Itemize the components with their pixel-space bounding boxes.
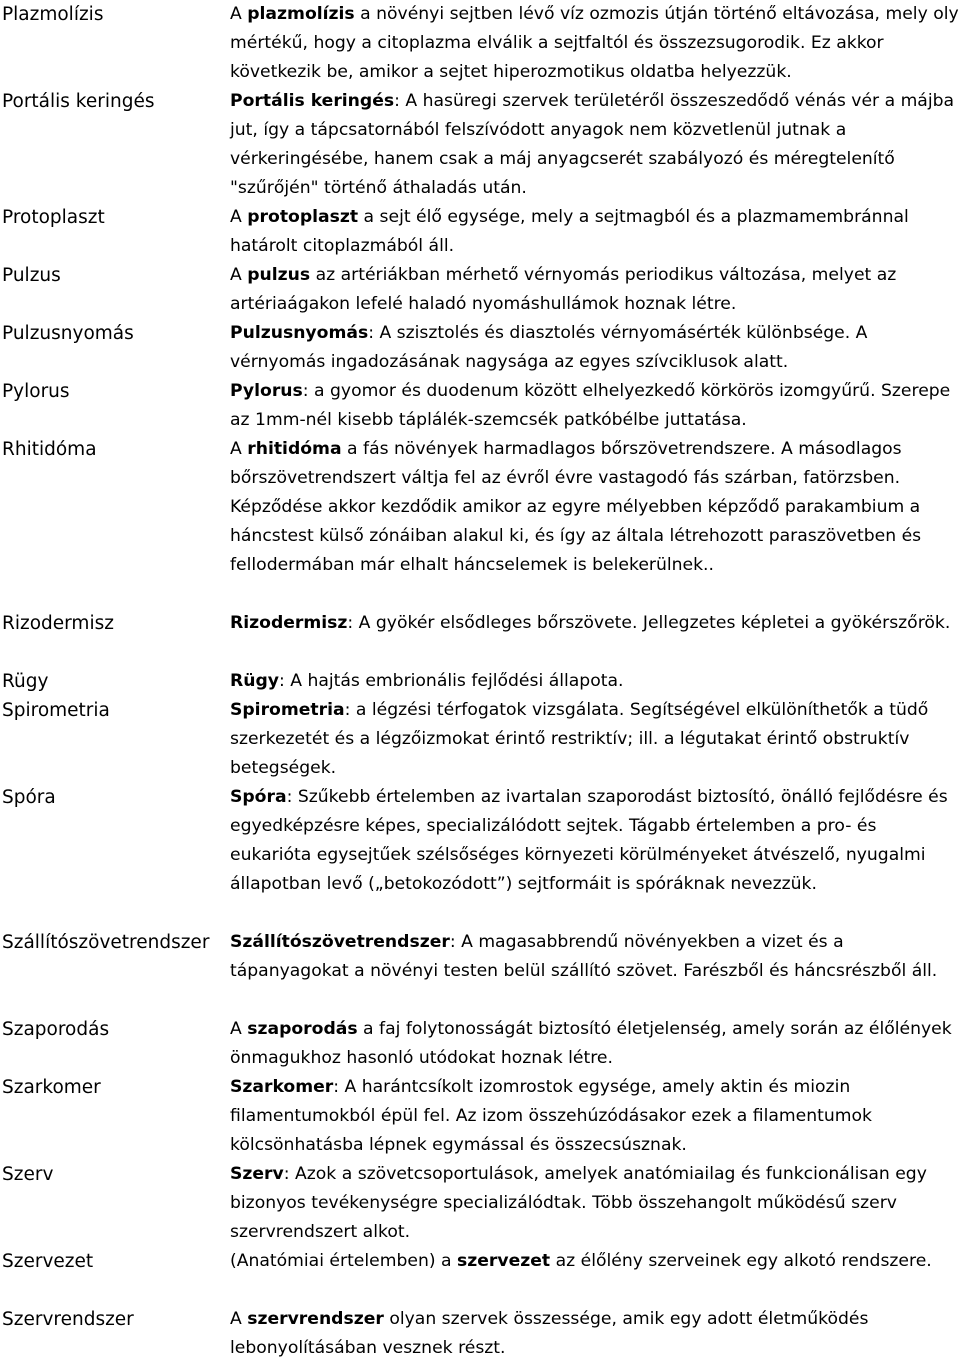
- definition-text: : A gyökér elsődleges bőrszövete. Jellegzetes képletei a gyökérszőrök.: [347, 613, 951, 633]
- glossary-term: Szarkomer: [2, 1077, 101, 1098]
- glossary-entry: [0, 435, 960, 580]
- glossary-definition: [230, 261, 960, 319]
- definition-bold-term: Portális keringés: [230, 91, 395, 111]
- definition-text: az élőlény szerveinek egy alkotó rendszere.: [550, 1251, 932, 1271]
- definition-bold-term: rhitidóma: [247, 439, 342, 459]
- definition-bold-term: szaporodás: [247, 1019, 358, 1039]
- glossary-entry: [0, 609, 960, 638]
- glossary-entry: [0, 667, 960, 696]
- definition-bold-term: Spirometria: [230, 700, 345, 720]
- definition-text: olyan szervek összessége, amik egy adott életműködés lebonyolításában vesznek részt.: [230, 1309, 869, 1358]
- definition-bold-term: Szállítószövetrendszer: [230, 932, 450, 952]
- glossary-entry: [0, 1015, 960, 1073]
- glossary-term: Szervrendszer: [2, 1309, 134, 1330]
- glossary-entry: [0, 261, 960, 319]
- definition-text: a sejt élő egysége, mely a sejtmagból és a plazmamembránnal határolt citoplazmából áll.: [230, 207, 909, 256]
- glossary-entry: [0, 1305, 960, 1363]
- glossary-definition: [230, 87, 960, 203]
- definition-text: a fás növények harmadlagos bőrszövetrendszere. A másodlagos bőrszövetrendszert váltja fel az évről évre vastagodó fás szárban, fatörzsben. Képződése akkor kezdődik amikor az egyre mélyebben képződő parakambium a háncstest külső zónáiban alakul ki, és így az általa létrehozott paraszövetben és fellodermában már elhalt háncselemek is belekerülnek..: [230, 439, 922, 575]
- definition-text: az artériákban mérhető vérnyomás periodikus változása, melyet az artériaágakon lefelé haladó nyomáshullámok hoznak létre.: [230, 265, 897, 314]
- definition-bold-term: protoplaszt: [247, 207, 359, 227]
- glossary-entry: [0, 696, 960, 783]
- glossary-term: Szervezet: [2, 1251, 94, 1272]
- glossary-term: Pylorus: [2, 381, 70, 402]
- definition-bold-term: Rizodermisz: [230, 613, 348, 633]
- definition-bold-term: Pylorus: [230, 381, 303, 401]
- definition-bold-term: Rügy: [230, 671, 279, 691]
- glossary-entry: [0, 319, 960, 377]
- definition-text: : Szűkebb értelemben az ivartalan szaporodást biztosító, önálló fejlődésre és egyedképzésre képes, specializálódott sejtek. Tágabb értelemben a pro- és eukarióta egysejtűek szélsőséges környezeti körülményeket átvészelő, nyugalmi állapotban levő („betokozódott”) sejtformáit is spóráknak nevezzük.: [230, 787, 948, 894]
- definition-text: A: [230, 1309, 248, 1329]
- glossary-definition: [230, 1160, 960, 1247]
- glossary-definition: [230, 609, 960, 638]
- definition-bold-term: Spóra: [230, 787, 287, 807]
- glossary-entry: [0, 1073, 960, 1160]
- glossary-definition: [230, 1305, 960, 1363]
- definition-bold-term: szervrendszer: [247, 1309, 384, 1329]
- definition-text: A: [230, 265, 248, 285]
- glossary-entry: [0, 0, 960, 87]
- glossary-definition: [230, 783, 960, 899]
- definition-text: (Anatómiai értelemben) a: [230, 1251, 458, 1271]
- glossary-definition: [230, 1015, 960, 1073]
- definition-bold-term: pulzus: [247, 265, 311, 285]
- definition-text: A: [230, 439, 248, 459]
- glossary-definition: [230, 1073, 960, 1160]
- glossary-term: Protoplaszt: [2, 207, 105, 228]
- glossary-term: Portális keringés: [2, 91, 155, 112]
- definition-text: : A harántcsíkolt izomrostok egysége, amely aktin és miozin filamentumokból épül fel. Az izom összehúzódásakor ezek a filamentumok kölcsönhatásba lépnek egymással és összecsúsznak.: [230, 1077, 872, 1155]
- glossary-entry: [0, 203, 960, 261]
- definition-text: A: [230, 207, 248, 227]
- definition-text: : a légzési térfogatok vizsgálata. Segítségével elkülöníthetők a tüdő szerkezetét és a légzőizmokat érintő restriktív; ill. a légutakat érintő obstruktív betegségek.: [230, 700, 929, 778]
- definition-text: : A hasüregi szervek területéről összeszedődő vénás vér a májba jut, így a tápcsatornából felszívódott anyagok nem közvetlenül jutnak a vérkeringésébe, hanem csak a máj anyagcserét szabályozó és méregtelenítő "szűrőjén" történő áthaladás után.: [230, 91, 955, 198]
- glossary-term: Rhitidóma: [2, 439, 97, 460]
- glossary-term: Szaporodás: [2, 1019, 110, 1040]
- glossary-term: Spóra: [2, 787, 56, 808]
- definition-text: : A hajtás embrionális fejlődési állapota.: [278, 671, 624, 691]
- definition-text: a növényi sejtben lévő víz ozmozis útján történő eltávozása, mely oly mértékű, hogy a citoplazma elválik a sejtfaltól és összezsugorodik. Ez akkor következik be, amikor a sejtet hiperozmotikus oldatba helyezzük.: [230, 4, 959, 82]
- glossary-definition: [230, 667, 960, 696]
- definition-text: A: [230, 1019, 248, 1039]
- glossary-entry: [0, 1247, 960, 1276]
- glossary-term: Szállítószövetrendszer: [2, 932, 210, 953]
- glossary-term: Pulzus: [2, 265, 61, 286]
- glossary-term: Spirometria: [2, 700, 110, 721]
- glossary-entry: [0, 1160, 960, 1247]
- glossary-term: Pulzusnyomás: [2, 323, 134, 344]
- glossary-entry: [0, 87, 960, 203]
- definition-text: A: [230, 4, 248, 24]
- glossary-definition: [230, 435, 960, 580]
- glossary-term: Szerv: [2, 1164, 54, 1185]
- definition-bold-term: szervezet: [457, 1251, 551, 1271]
- glossary-entry: [0, 928, 960, 986]
- definition-text: : A szisztolés és diasztolés vérnyomásérték különbsége. A vérnyomás ingadozásának nagysága az egyes szívciklusok alatt.: [230, 323, 868, 372]
- glossary-definition: [230, 1247, 960, 1276]
- glossary-definition: [230, 319, 960, 377]
- glossary-definition: [230, 928, 960, 986]
- definition-bold-term: plazmolízis: [247, 4, 355, 24]
- definition-bold-term: Szarkomer: [230, 1077, 334, 1097]
- definition-text: : a gyomor és duodenum között elhelyezkedő körkörös izomgyűrű. Szerepe az 1mm-nél kisebb táplálék-szemcsék patkóbélbe juttatása.: [230, 381, 951, 430]
- glossary-definition: [230, 203, 960, 261]
- definition-text: a faj folytonosságát biztosító életjelenség, amely során az élőlények önmagukhoz hasonló utódokat hoznak létre.: [230, 1019, 952, 1068]
- glossary-term: Plazmolízis: [2, 4, 104, 25]
- definition-bold-term: Pulzusnyomás: [230, 323, 369, 343]
- glossary-entry: [0, 377, 960, 435]
- definition-text: : A magasabbrendű növényekben a vizet és a tápanyagokat a növényi testen belül szállító szövet. Farészből és háncsrészből áll.: [230, 932, 938, 981]
- glossary-term: Rügy: [2, 671, 49, 692]
- glossary-term: Rizodermisz: [2, 613, 114, 634]
- glossary-definition: [230, 696, 960, 783]
- definition-text: : Azok a szövetcsoportulások, amelyek anatómiailag és funkcionálisan egy bizonyos tevékenységre specializálódtak. Több összehangolt működésű szerv szervrendszert alkot.: [230, 1164, 927, 1242]
- glossary-definition: [230, 0, 960, 87]
- glossary-entry: [0, 783, 960, 899]
- glossary-definition: [230, 377, 960, 435]
- definition-bold-term: Szerv: [230, 1164, 284, 1184]
